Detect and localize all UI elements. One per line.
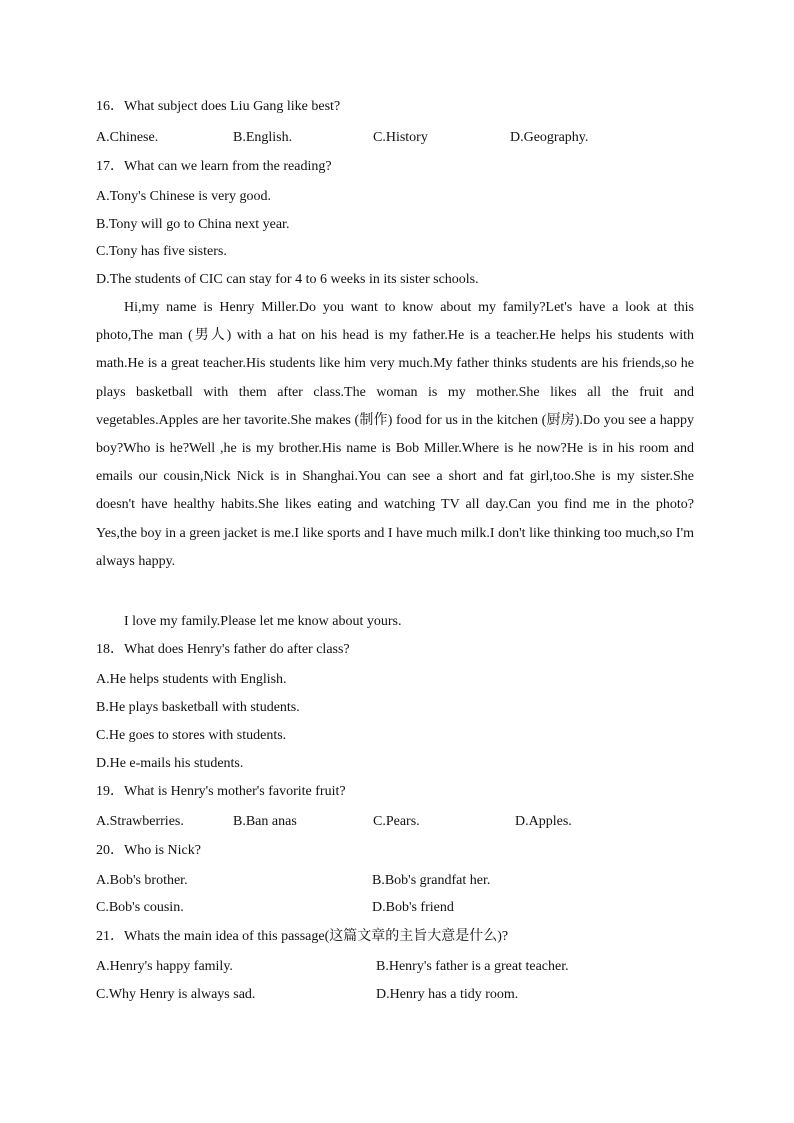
question-18-option-b: B.He plays basketball with students. bbox=[96, 700, 300, 715]
question-19-option-b: B.Ban anas bbox=[233, 814, 297, 829]
question-18-option-a: A.He helps students with English. bbox=[96, 672, 287, 687]
question-21-option-b: B.Henry's father is a great teacher. bbox=[376, 959, 569, 974]
question-16-stem: 16．What subject does Liu Gang like best? bbox=[96, 99, 341, 114]
question-19-option-a: A.Strawberries. bbox=[96, 814, 184, 829]
question-21-option-c: C.Why Henry is always sad. bbox=[96, 987, 256, 1002]
question-16-option-d: D.Geography. bbox=[510, 130, 589, 145]
question-18-stem: 18．What does Henry's father do after class? bbox=[96, 642, 350, 657]
question-20-option-d: D.Bob's friend bbox=[372, 900, 454, 915]
question-17-stem: 17．What can we learn from the reading? bbox=[96, 159, 332, 174]
reading-passage-paragraph-1 bbox=[96, 294, 694, 576]
question-20-option-b: B.Bob's grandfat her. bbox=[372, 873, 491, 888]
question-20-option-c: C.Bob's cousin. bbox=[96, 900, 184, 915]
question-16-option-b: B.English. bbox=[233, 130, 293, 145]
question-21-option-d: D.Henry has a tidy room. bbox=[376, 987, 519, 1002]
question-19-stem: 19．What is Henry's mother's favorite fruit? bbox=[96, 784, 346, 799]
question-20-stem: 20．Who is Nick? bbox=[96, 843, 201, 858]
reading-passage-paragraph-1-text: Hi,my name is Henry Miller.Do you want to know about my family?Let's have a look at this photo,The man (男人) with a hat on his head is my father.He is a teacher.He helps his students with math.He is a great teacher.His students like him very much.My father thinks students are his friends,so he plays basketball with them after class.The woman is my mother.She likes all the fruit and vegetables.Apples are her tavorite.She makes (制作) food for us in the kitchen (厨房).Do you see a happy boy?Who is he?Well ,he is my brother.His name is Bob Miller.Where is he now?He is in his room and emails our cousin,Nick Nick is in Shanghai.You can see a short and fat girl,too.She is my sister.She doesn't have healthy habits.She likes eating and watching TV all day.Can you find me in the photo?Yes,the boy in a green jacket is me.I like sports and I have much milk.I don't like thinking too much,so I'm always happy. bbox=[96, 300, 694, 569]
question-17-option-d: D.The students of CIC can stay for 4 to 6 weeks in its sister schools. bbox=[96, 272, 479, 287]
question-17-option-b: B.Tony will go to China next year. bbox=[96, 217, 290, 232]
question-20-option-a: A.Bob's brother. bbox=[96, 873, 188, 888]
question-17-option-a: A.Tony's Chinese is very good. bbox=[96, 189, 271, 204]
question-19-option-c: C.Pears. bbox=[373, 814, 420, 829]
question-18-option-d: D.He e-mails his students. bbox=[96, 756, 244, 771]
reading-passage-paragraph-2: I love my family.Please let me know about yours. bbox=[124, 614, 402, 629]
question-21-stem: 21．Whats the main idea of this passage(这篇文章的主旨大意是什么)? bbox=[96, 929, 509, 944]
question-16-option-a: A.Chinese. bbox=[96, 130, 159, 145]
question-21-option-a: A.Henry's happy family. bbox=[96, 959, 233, 974]
question-16-option-c: C.History bbox=[373, 130, 428, 145]
question-17-option-c: C.Tony has five sisters. bbox=[96, 244, 227, 259]
question-19-option-d: D.Apples. bbox=[515, 814, 572, 829]
question-18-option-c: C.He goes to stores with students. bbox=[96, 728, 287, 743]
